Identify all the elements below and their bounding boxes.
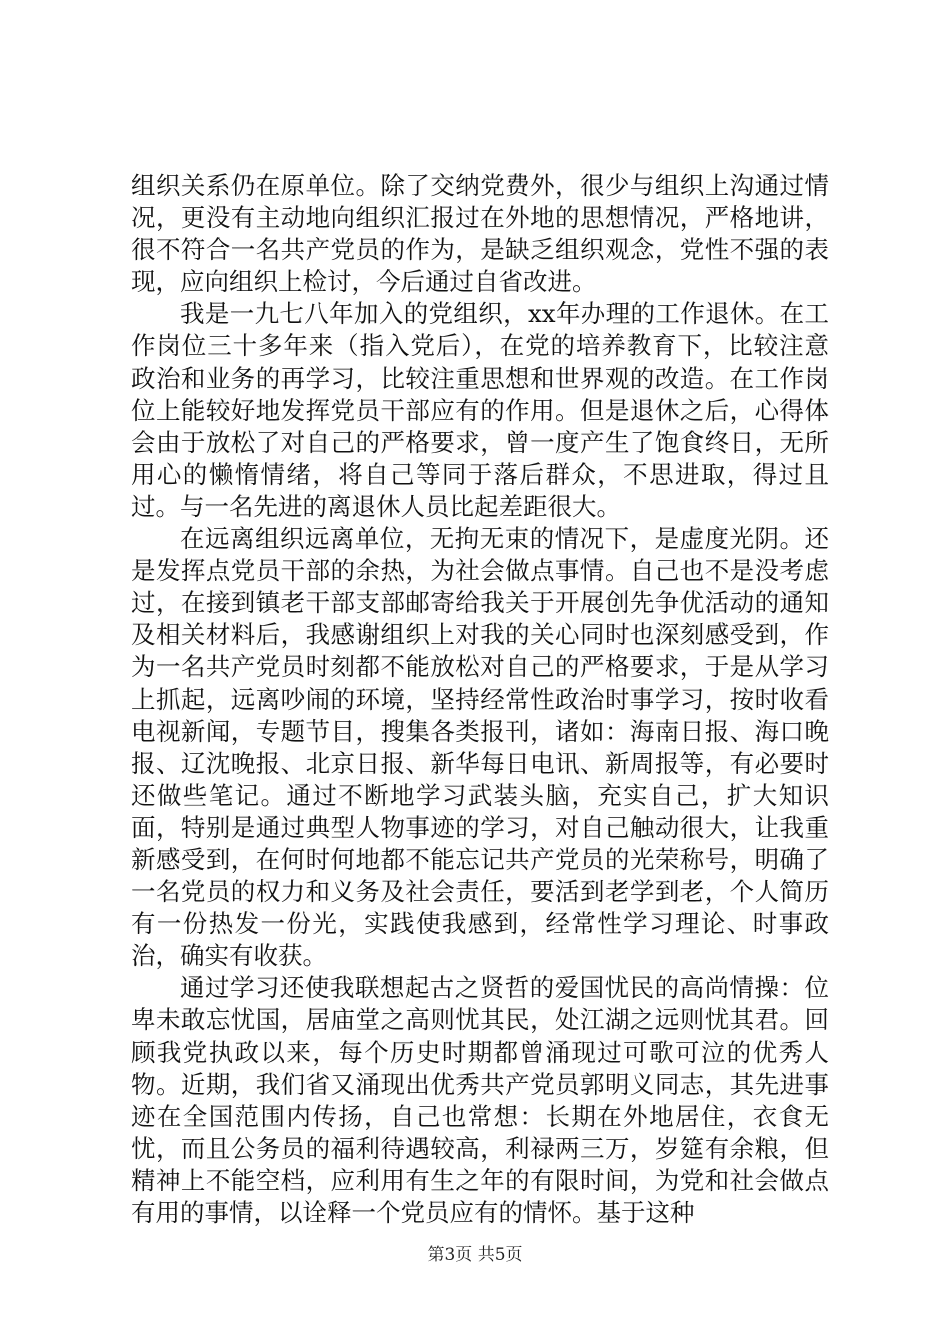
paragraph-1: 组织关系仍在原单位。除了交纳党费外，很少与组织上沟通过情况，更没有主动地向组织汇报过在外地的思想情况，严格地讲，很不符合一名共产党员的作为，是缺乏组织观念，党性不强的表现，应向组织上检讨，今后通过自省改进。	[131, 171, 829, 297]
paragraph-2: 我是一九七八年加入的党组织，xx年办理的工作退休。在工作岗位三十多年来（指入党后），在党的培养教育下，比较注意政治和业务的再学习，比较注重思想和世界观的改造。在工作岗位上能较好地发挥党员干部应有的作用。但是退休之后，心得体会由于放松了对自己的严格要求，曾一度产生了饱食终日，无所用心的懒惰情绪，将自己等同于落后群众，不思进取，得过且过。与一名先进的离退休人员比起差距很大。	[131, 299, 829, 521]
document-body	[131, 170, 829, 1229]
paragraph-3: 在远离组织远离单位，无拘无束的情况下，是虚度光阴。还是发挥点党员干部的余热，为社会做点事情。自己也不是没考虑过，在接到镇老干部支部邮寄给我关于开展创先争优活动的通知及相关材料后，我感谢组织上对我的关心同时也深刻感受到，作为一名共产党员时刻都不能放松对自己的严格要求，于是从学习上抓起，远离吵闹的环境，坚持经常性政治时事学习，按时收看电视新闻，专题节目，搜集各类报刊，诸如：海南日报、海口晚报、辽沈晚报、北京日报、新华每日电讯、新周报等，有必要时还做些笔记。通过不断地学习武装头脑，充实自己，扩大知识面，特别是通过典型人物事迹的学习，对自己触动很大，让我重新感受到，在何时何地都不能忘记共产党员的光荣称号，明确了一名党员的权力和义务及社会责任，要活到老学到老，个人简历有一份热发一份光，实践使我感到，经常性学习理论、时事政治，确实有收获。	[131, 524, 829, 971]
paragraph-4: 通过学习还使我联想起古之贤哲的爱国忧民的高尚情操：位卑未敢忘忧国，居庙堂之高则忧其民，处江湖之远则忧其君。回顾我党执政以来，每个历史时期都曾涌现过可歌可泣的优秀人物。近期，我们省又涌现出优秀共产党员郭明义同志，其先进事迹在全国范围内传扬，自己也常想：长期在外地居住，衣食无忧，而且公务员的福利待遇较高，利禄两三万，岁筵有余粮，但精神上不能空档，应利用有生之年的有限时间，为党和社会做点有用的事情，以诠释一个党员应有的情怀。基于这种	[131, 973, 829, 1227]
page-number-footer: 第3页 共5页	[427, 1245, 523, 1265]
